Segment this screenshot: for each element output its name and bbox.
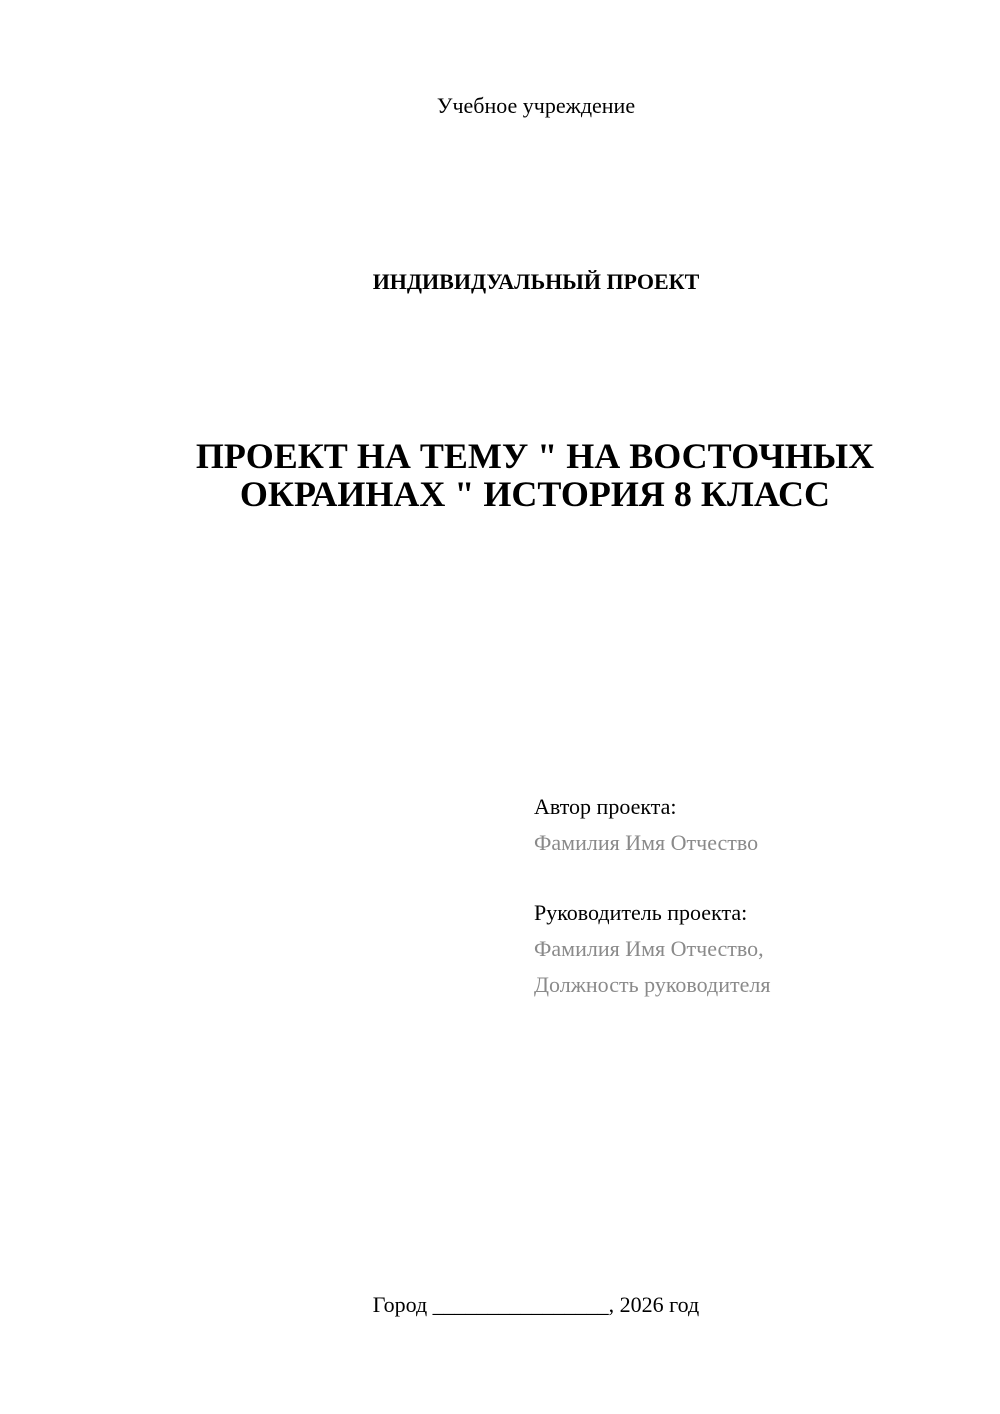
author-name: Фамилия Имя Отчество xyxy=(534,830,759,855)
document-type: ИНДИВИДУАЛЬНЫЙ ПРОЕКТ xyxy=(372,269,700,294)
author-label: Автор проекта: xyxy=(534,794,677,819)
institution-name: Учебное учреждение xyxy=(436,93,636,118)
project-title-line-1: ПРОЕКТ НА ТЕМУ " НА ВОСТОЧНЫХ xyxy=(195,436,875,476)
supervisor-name: Фамилия Имя Отчество, xyxy=(534,936,764,961)
supervisor-position: Должность руководителя xyxy=(534,972,771,997)
project-credits xyxy=(534,789,974,1003)
project-title xyxy=(150,437,920,513)
city-year-line: Город ________________, 2026 год xyxy=(372,1292,700,1317)
supervisor-label: Руководитель проекта: xyxy=(534,900,748,925)
credits-spacer xyxy=(534,861,974,895)
project-title-line-2: ОКРАИНАХ " ИСТОРИЯ 8 КЛАСС xyxy=(239,474,831,514)
